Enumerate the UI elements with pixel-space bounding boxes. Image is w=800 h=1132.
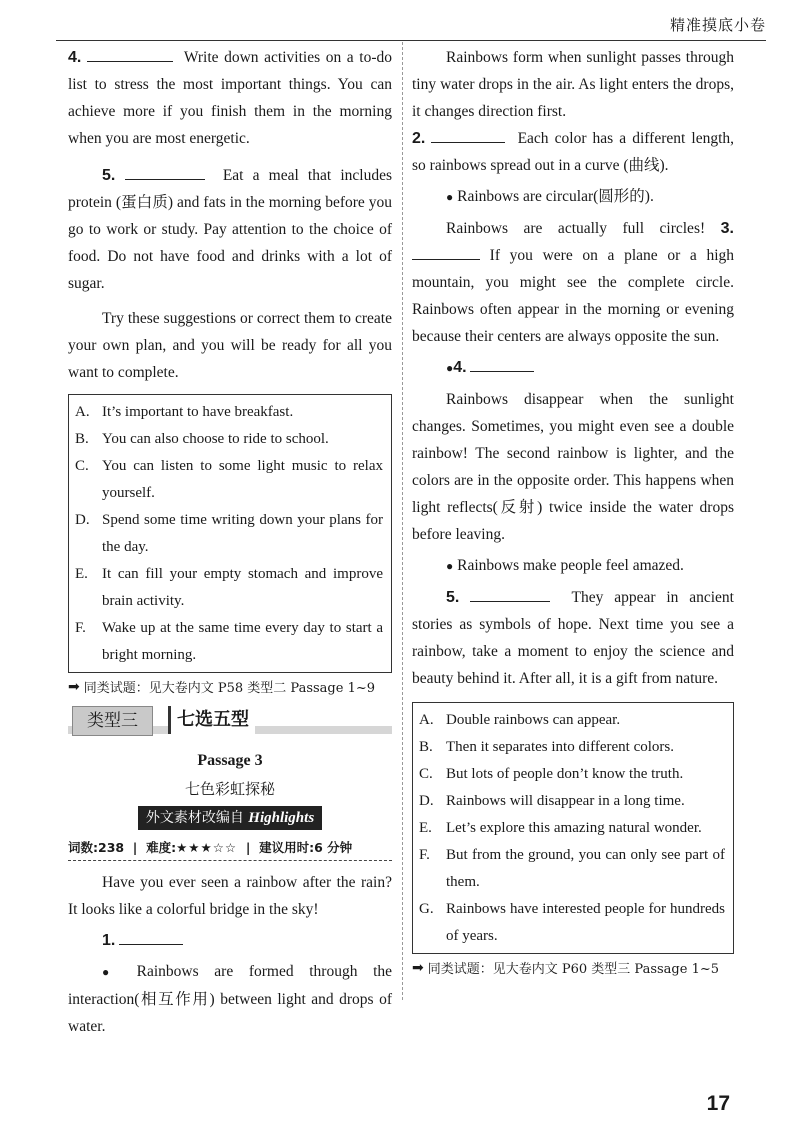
heading-circular: [412, 183, 734, 211]
section-name: 七选五型: [168, 706, 255, 734]
option-letter: A.: [419, 712, 434, 728]
option-letter: C.: [419, 766, 433, 782]
option-text: But lots of people don’t know the truth.: [446, 766, 684, 782]
answer-blank-q5[interactable]: [125, 164, 205, 180]
option-text: Rainbows have interested people for hundreds of years.: [446, 901, 725, 944]
paragraph-text: Rainbows are actually full circles!: [446, 220, 706, 237]
paragraph-q4: [68, 44, 392, 152]
reference-text: 同类试题：见大卷内文 P58 类型二 Passage 1~9: [83, 681, 376, 696]
paragraph-conclusion: Try these suggestions or correct them to create your own plan, and you will be ready for all you want to complete.: [68, 310, 392, 381]
paragraph-text: Write down activities on a to-do list to stress the most important things. You can achieve more if you finish them in the morning when you are most energetic.: [68, 49, 392, 147]
arrow-right-icon: ➡: [68, 678, 80, 695]
option-item: [75, 426, 383, 453]
option-item: [419, 896, 725, 950]
passage-meta: [68, 838, 392, 861]
paragraph-text: If you were on a plane or a high mountain, you might see the complete circle. Rainbows often appear in the morning or evening because their centers are always opposite the sun.: [412, 247, 734, 345]
paragraph-q2: [412, 125, 734, 179]
difficulty-label: 难度:: [146, 840, 177, 855]
option-text: Then it separates into different colors.: [446, 739, 674, 755]
paragraph-text: Eat a meal that includes protein (蛋白质) and fats in the morning before you go to work or study. Pay attention to the choice of food. Do not have food and drinks with a lot of sugar.: [68, 167, 392, 292]
option-text: You can listen to some light music to relax yourself.: [102, 458, 383, 501]
heading-text: Rainbows are circular(圆形的).: [457, 188, 654, 205]
column-divider: [402, 42, 403, 1000]
option-letter: D.: [419, 793, 434, 809]
option-text: It’s important to have breakfast.: [102, 404, 294, 420]
bullet-icon: ●: [446, 559, 454, 573]
paragraph-q3: [412, 215, 734, 350]
option-letter: B.: [75, 431, 89, 447]
option-item: [419, 815, 725, 842]
option-item: [419, 734, 725, 761]
heading-text: Rainbows make people feel amazed.: [457, 557, 684, 574]
options-box-passage-3: [412, 702, 734, 954]
reference-note: [412, 958, 734, 977]
option-item: [75, 615, 383, 669]
paragraph-form: Rainbows form when sunlight passes through tiny water drops in the air. As light enters the drops, it changes direction first.: [412, 49, 734, 120]
heading-amazed: [412, 552, 734, 580]
question-number: 1.: [102, 932, 116, 949]
option-text: You can also choose to ride to school.: [102, 431, 329, 447]
option-letter: G.: [419, 901, 434, 917]
page-number: 17: [706, 1092, 730, 1115]
option-letter: A.: [75, 404, 90, 420]
question-number: 5.: [446, 589, 460, 606]
difficulty-stars: ★★★☆☆: [176, 840, 238, 855]
answer-blank-q4[interactable]: [470, 356, 534, 372]
paragraph-rainbow-formation: [68, 958, 392, 1040]
word-count: 词数:238: [68, 840, 125, 855]
section-header: [68, 706, 392, 740]
option-letter: F.: [419, 847, 430, 863]
option-letter: E.: [75, 566, 88, 582]
bullet-icon: ●: [102, 965, 122, 979]
question-number: 4.: [453, 359, 467, 376]
paragraph-disappear: Rainbows disappear when the sunlight changes. Sometimes, you might even see a double rainbow! The second rainbow is lighter, and the colors are in the opposite order. This happens when light reflects(反射) twice inside the water drops before leaving.: [412, 391, 734, 543]
question-number: 5.: [102, 167, 116, 184]
answer-blank-q4[interactable]: [87, 46, 173, 62]
source-name: Highlights: [248, 810, 315, 826]
option-text: It can fill your empty stomach and improve brain activity.: [102, 566, 383, 609]
option-item: [75, 399, 383, 426]
question-number: 2.: [412, 130, 426, 147]
meta-separator: |: [241, 840, 255, 855]
paragraph-intro: Have you ever seen a rainbow after the rain? It looks like a colorful bridge in the sky!: [68, 874, 392, 918]
option-item: [419, 707, 725, 734]
passage-title: Passage 3: [197, 752, 263, 769]
passage-subtitle: 七色彩虹探秘: [184, 780, 275, 798]
question-q4: [412, 354, 734, 382]
option-letter: B.: [419, 739, 433, 755]
option-text: But from the ground, you can only see part of them.: [446, 847, 725, 890]
section-tag: 类型三: [72, 706, 153, 736]
meta-separator: |: [128, 840, 142, 855]
source-row: [68, 800, 392, 830]
option-item: [419, 788, 725, 815]
options-box-passage-2: [68, 394, 392, 673]
bullet-icon: ●: [446, 190, 454, 204]
option-text: Let’s explore this amazing natural wonder.: [446, 820, 702, 836]
header-rule: [56, 40, 766, 41]
option-letter: D.: [75, 512, 90, 528]
paragraph-text: Each color has a different length, so rainbows spread out in a curve (曲线).: [412, 130, 735, 174]
reference-note: [68, 677, 392, 696]
paragraph-text: Rainbows are formed through the interaction(相互作用) between light and drops of water.: [68, 963, 393, 1035]
answer-blank-q1[interactable]: [119, 929, 183, 945]
option-letter: C.: [75, 458, 89, 474]
option-letter: E.: [419, 820, 432, 836]
source-label: [138, 806, 322, 830]
answer-blank-q3[interactable]: [412, 244, 480, 260]
paragraph-q5: [412, 584, 734, 692]
paragraph-text: They appear in ancient stories as symbols of hope. Next time you see a rainbow, take a moment to enjoy the science and beauty behind it. After all, it is a gift from nature.: [412, 589, 734, 687]
option-item: [419, 761, 725, 788]
left-column: [68, 44, 392, 1040]
option-text: Spend some time writing down your plans for the day.: [102, 512, 383, 555]
answer-blank-q2[interactable]: [431, 127, 505, 143]
option-item: [419, 842, 725, 896]
right-column: [412, 44, 734, 977]
question-q1: [68, 927, 392, 954]
header-title: 精准摸底小卷: [669, 16, 766, 34]
paragraph-q5: [68, 162, 392, 297]
reference-text: 同类试题：见大卷内文 P60 类型三 Passage 1~5: [427, 962, 720, 977]
arrow-right-icon: ➡: [412, 959, 424, 976]
option-letter: F.: [75, 620, 86, 636]
suggested-time: 建议用时:6 分钟: [259, 840, 353, 855]
question-number: 4.: [68, 49, 82, 66]
question-number: 3.: [720, 220, 734, 237]
option-text: Wake up at the same time every day to start a bright morning.: [102, 620, 383, 663]
option-item: [75, 561, 383, 615]
option-text: Double rainbows can appear.: [446, 712, 621, 728]
option-text: Rainbows will disappear in a long time.: [446, 793, 685, 809]
bullet-icon: ●: [446, 361, 454, 375]
option-item: [75, 507, 383, 561]
source-prefix: 外文素材改编自: [145, 810, 244, 826]
option-item: [75, 453, 383, 507]
answer-blank-q5[interactable]: [470, 586, 550, 602]
